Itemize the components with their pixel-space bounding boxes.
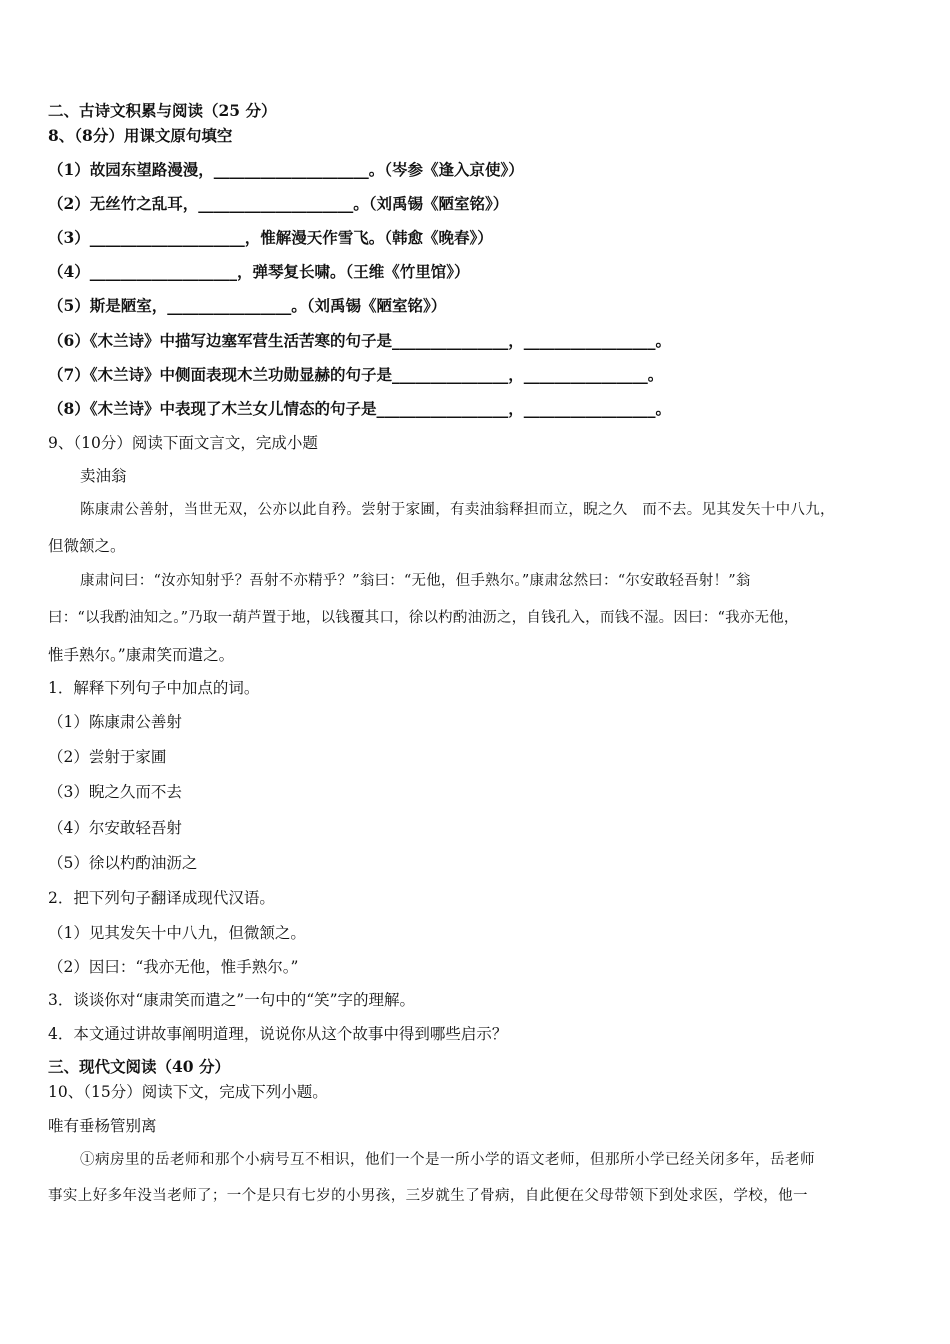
q8-item-8: （8）《木兰诗》中表现了木兰女儿情态的句子是_________________，_________________。	[48, 399, 672, 418]
q8-item-7: （7）《木兰诗》中侧面表现木兰功勋显赫的句子是_______________，________________。	[48, 365, 664, 384]
q10-paragraph-1-line-2: 事实上好多年没当老师了；一个是只有七岁的小男孩，三岁就生了骨病，自此便在父母带领下到处求医，学校，他一	[48, 1188, 808, 1204]
q9-sub2-item-2: （2）因曰：“我亦无他，惟手熟尔。”	[48, 958, 299, 976]
passage-paragraph-2-line-2: 曰：“以我酌油知之。”乃取一葫芦置于地，以钱覆其口，徐以杓酌油沥之，自钱孔入，而钱不湿。因曰：“我亦无他，	[48, 610, 799, 626]
q8-item-5: （5）斯是陋室，________________。（刘禹锡《陋室铭》）	[48, 296, 447, 315]
section-3-heading: 三、现代文阅读（40 分）	[48, 1057, 230, 1076]
q9-sub-question-3: 3．谈谈你对“康肃笑而遣之”一句中的“笑”字的理解。	[48, 991, 416, 1009]
q9-sub-question-4: 4．本文通过讲故事阐明道理，说说你从这个故事中得到哪些启示？	[48, 1025, 508, 1043]
q9-sub1-item-4: （4）尔安敢轻吾射	[48, 819, 182, 837]
q9-sub1-item-2: （2）尝射于家圃	[48, 748, 167, 766]
q10-paragraph-1-line-1: ①病房里的岳老师和那个小病号互不相识，他们一个是一所小学的语文老师，但那所小学已经关闭多年，岳老师	[80, 1152, 815, 1168]
q8-item-4: （4）___________________，弹琴复长啸。（王维《竹里馆》）	[48, 262, 470, 281]
question-8-title: 8、（8分）用课文原句填空	[48, 126, 233, 145]
q8-item-6: （6）《木兰诗》中描写边塞军营生活苦寒的句子是_______________，_________________。	[48, 331, 672, 350]
question-10-title: 10、（15分）阅读下文，完成下列小题。	[48, 1083, 328, 1101]
passage-title-chuiyang: 唯有垂杨管别离	[48, 1117, 157, 1135]
q9-sub-question-2: 2．把下列句子翻译成现代汉语。	[48, 889, 275, 907]
question-9-title: 9、（10分）阅读下面文言文，完成小题	[48, 434, 318, 452]
q9-sub1-item-3: （3）睨之久而不去	[48, 783, 182, 801]
q9-sub1-item-1: （1）陈康肃公善射	[48, 713, 182, 731]
q9-sub-question-1: 1．解释下列句子中加点的词。	[48, 679, 260, 697]
passage-paragraph-1-line-1: 陈康肃公善射，当世无双，公亦以此自矜。尝射于家圃，有卖油翁释担而立，睨之久 而不去。见其发矢十中八九，	[80, 502, 835, 518]
passage-paragraph-2-line-3: 惟手熟尔。”康肃笑而遣之。	[48, 646, 235, 664]
q9-sub2-item-1: （1）见其发矢十中八九，但微颔之。	[48, 924, 306, 942]
q8-item-2: （2）无丝竹之乱耳，____________________。（刘禹锡《陋室铭》）	[48, 194, 509, 213]
passage-paragraph-1-line-2: 但微颔之。	[48, 537, 126, 555]
q8-item-3: （3）____________________，惟解漫天作雪飞。（韩愈《晚春》）	[48, 228, 493, 247]
passage-paragraph-2-line-1: 康肃问曰：“汝亦知射乎？吾射不亦精乎？”翁曰：“无他，但手熟尔。”康肃忿然曰：“尔安敢轻吾射！”翁	[80, 573, 751, 589]
q8-item-1: （1）故园东望路漫漫，____________________。（岑参《逢入京使》）	[48, 160, 524, 179]
section-2-heading: 二、古诗文积累与阅读（25 分）	[48, 101, 277, 120]
passage-title-maiyouweng: 卖油翁	[80, 467, 127, 485]
q9-sub1-item-5: （5）徐以杓酌油沥之	[48, 854, 198, 872]
